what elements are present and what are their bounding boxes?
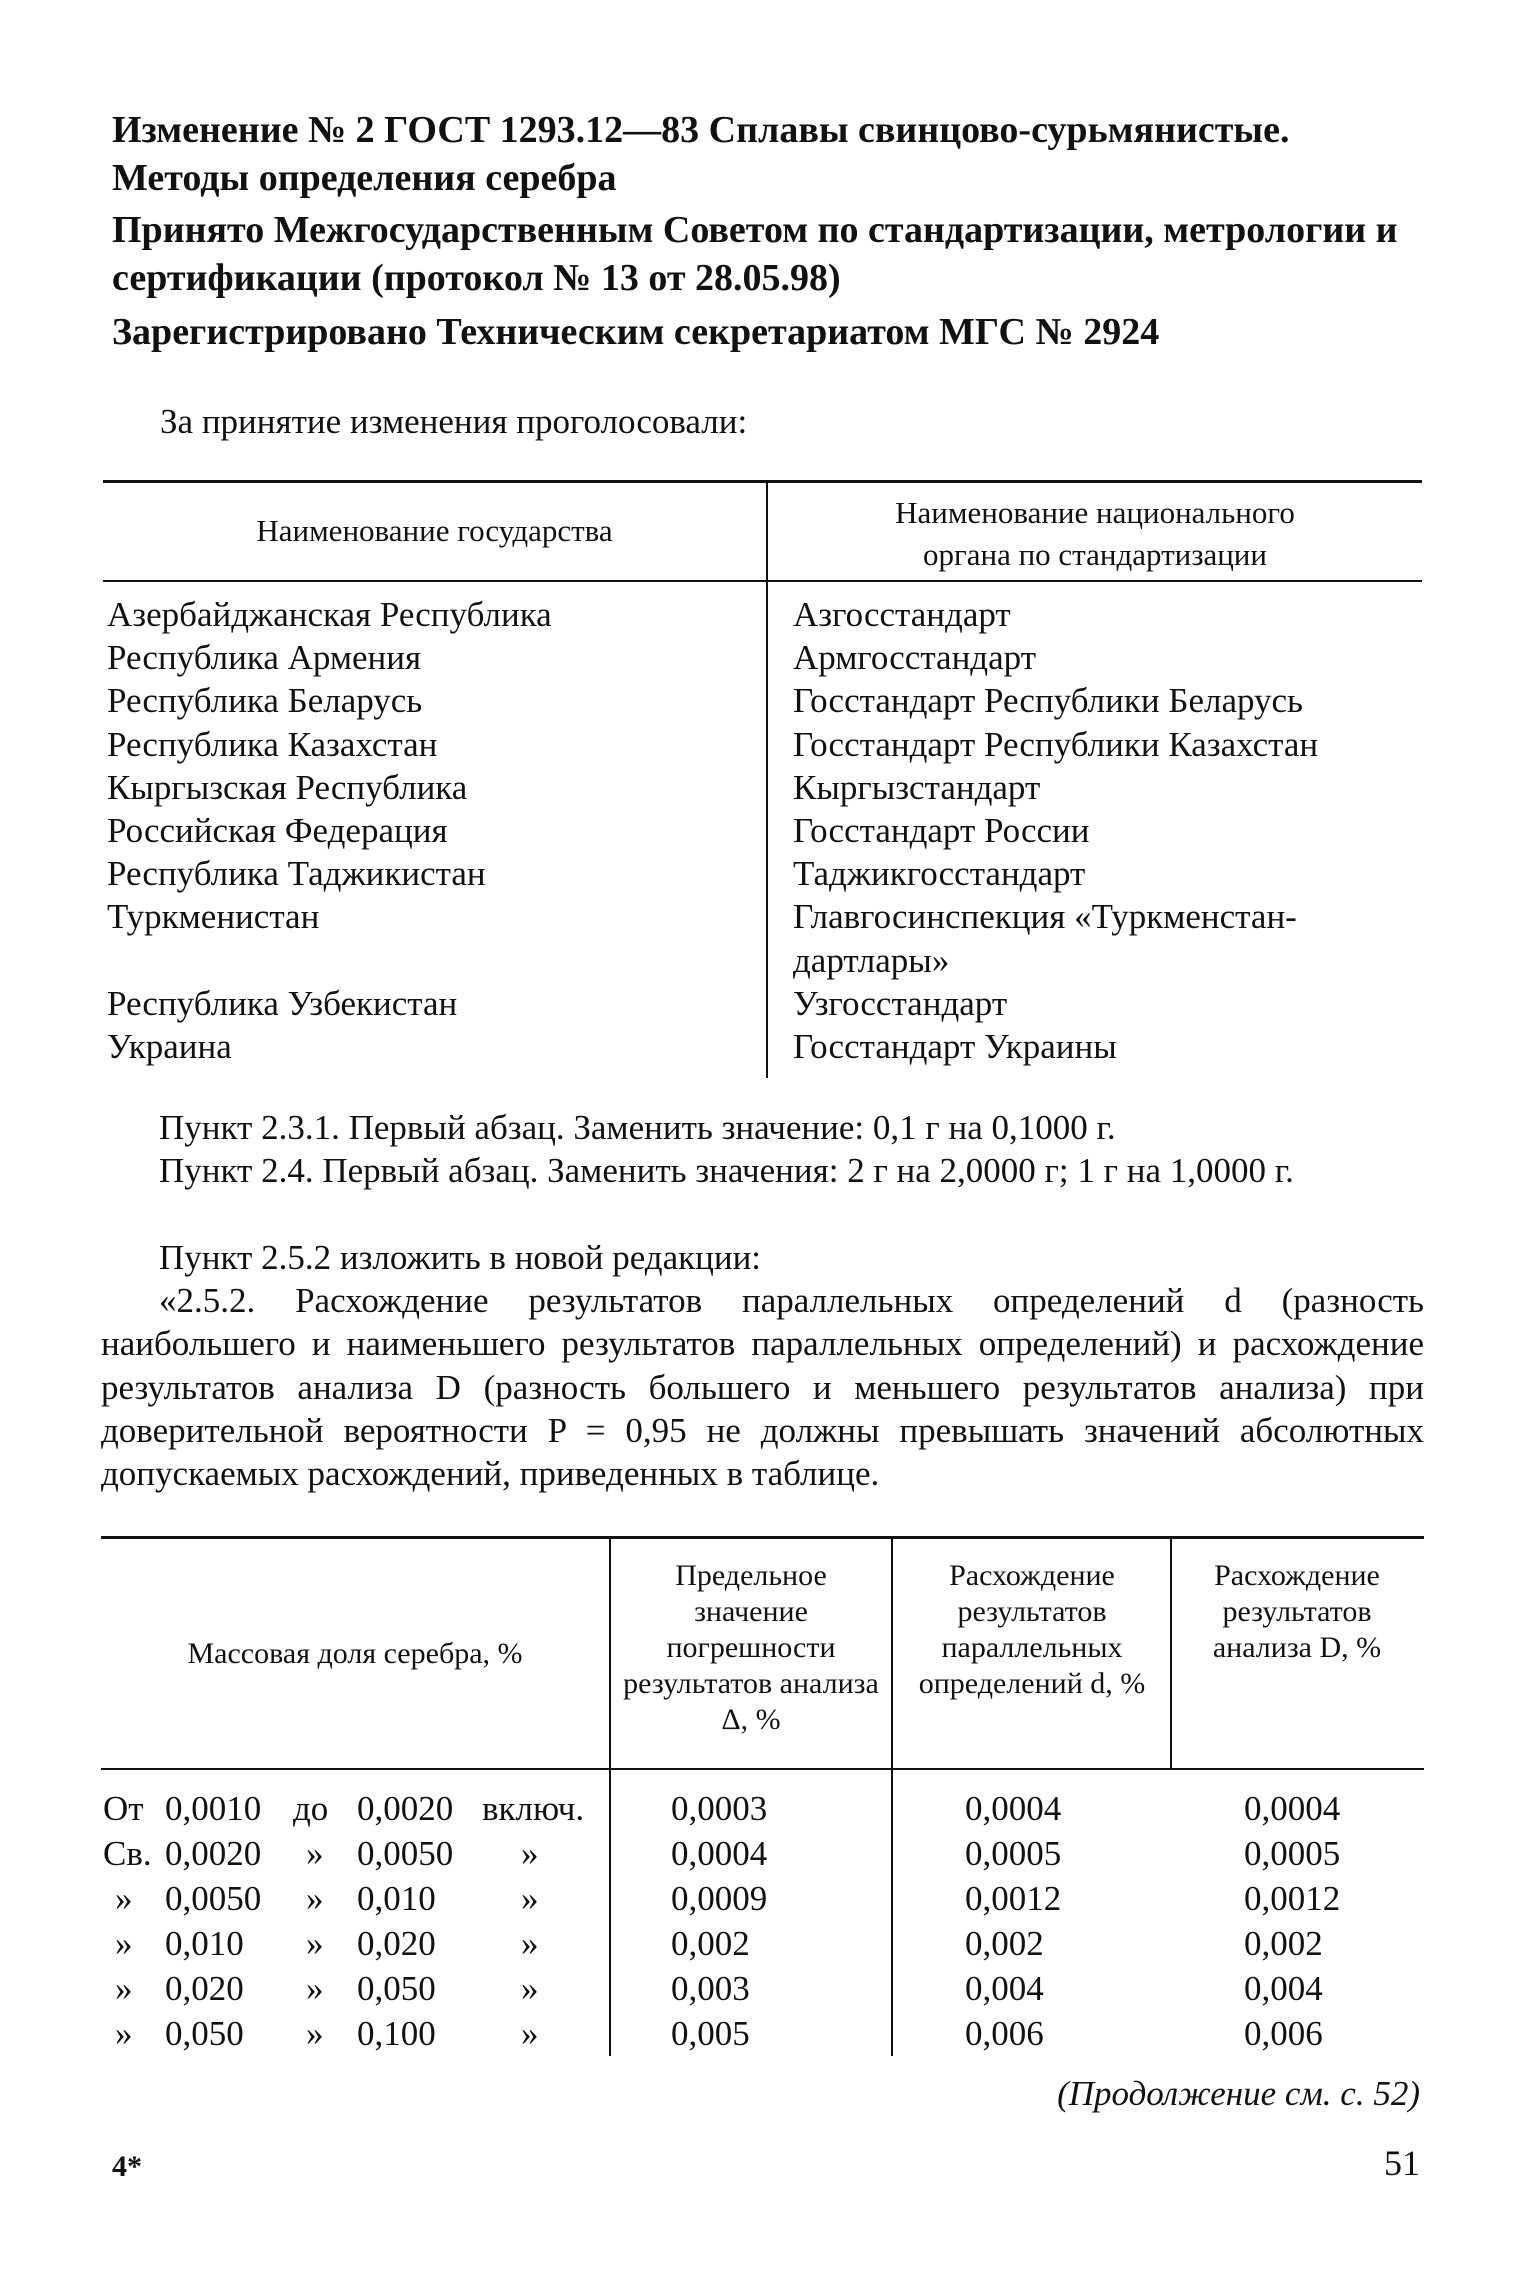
analysis-discrepancy-value: 0,0012 <box>1244 1879 1341 1918</box>
header-analysis-discrepancy: Расхождение результатов анализа D, % <box>1212 1559 1382 1664</box>
range-to: 0,020 <box>357 1924 436 1963</box>
error-limit-value: 0,0004 <box>671 1834 768 1873</box>
national-body-continuation: дартлары» <box>793 940 950 980</box>
signature-mark: 4* <box>112 2150 142 2183</box>
header-state-name: Наименование государства <box>256 513 613 548</box>
national-body: Азгосстандарт <box>793 595 1011 634</box>
national-bodies-column <box>793 593 1318 1068</box>
range-suffix: » <box>521 1969 539 2008</box>
range-to: 0,010 <box>357 1879 436 1918</box>
paragraph-2-3-1 <box>101 1106 1424 1149</box>
header-silver-fraction: Массовая доля серебра, % <box>187 1637 523 1670</box>
state-name: Туркменистан <box>107 897 320 937</box>
range-suffix: » <box>521 1834 539 1873</box>
state-name: Азербайджанская Республика <box>107 595 552 634</box>
range-separator: до <box>293 1789 329 1828</box>
error-limit-value: 0,0009 <box>671 1879 768 1918</box>
page-number: 51 <box>1384 2143 1420 2183</box>
paragraph-2-5-2-quote <box>101 1279 1424 1495</box>
national-body: Госстандарт Республики Беларусь <box>793 681 1304 721</box>
header-national-body-line2: органа по стандартизации <box>923 537 1267 572</box>
range-to: 0,0050 <box>357 1834 454 1873</box>
states-table <box>103 480 1422 1078</box>
range-prefix: Св. <box>103 1834 152 1873</box>
silver-tolerance-table <box>101 1536 1424 2056</box>
paragraph-text: Пункт 2.5.2 изложить в новой редакции: <box>159 1238 762 1277</box>
national-body: Кыргызстандарт <box>793 767 1041 807</box>
error-limit-value: 0,0003 <box>671 1789 768 1828</box>
column-divider <box>891 1536 893 2056</box>
national-body: Узгосстандарт <box>793 983 1008 1023</box>
parallel-discrepancy-value: 0,002 <box>965 1924 1044 1963</box>
parallel-discrepancy-value: 0,006 <box>965 2014 1044 2053</box>
parallel-discrepancy-value: 0,004 <box>965 1969 1044 2008</box>
state-name: Кыргызская Республика <box>107 767 468 807</box>
analysis-discrepancy-value: 0,0004 <box>1244 1789 1341 1828</box>
blank-line <box>107 939 552 982</box>
paragraph-2-4 <box>101 1149 1424 1192</box>
state-names-column <box>107 593 552 1068</box>
range-prefix: От <box>103 1789 144 1828</box>
continuation-note: (Продолжение см. с. 52) <box>1057 2074 1420 2113</box>
range-to: 0,050 <box>357 1969 436 2008</box>
range-from: 0,0050 <box>165 1879 262 1918</box>
national-body: Армгосстандарт <box>793 638 1036 678</box>
state-name: Республика Таджикистан <box>107 854 486 894</box>
range-to: 0,100 <box>357 2014 436 2053</box>
state-name: Республика Армения <box>107 638 422 678</box>
analysis-discrepancy-value: 0,004 <box>1244 1969 1323 2008</box>
analysis-discrepancy-value: 0,0005 <box>1244 1834 1341 1873</box>
range-separator: » <box>306 1969 324 2008</box>
table-top-rule <box>103 480 1422 483</box>
national-body: Главгосинспекция «Туркменстан- <box>793 897 1297 937</box>
state-name: Республика Казахстан <box>107 724 438 764</box>
paragraph-2-5-2-intro <box>101 1236 1424 1279</box>
range-from: 0,050 <box>165 2014 244 2053</box>
voted-intro: За принятие изменения проголосовали: <box>160 402 748 441</box>
analysis-discrepancy-value: 0,006 <box>1244 2014 1323 2053</box>
error-limit-value: 0,002 <box>671 1924 750 1963</box>
column-divider <box>609 1536 611 2056</box>
range-prefix: » <box>115 1879 133 1918</box>
state-name: Украина <box>107 1027 232 1067</box>
amendment-title: Изменение № 2 ГОСТ 1293.12—83 Сплавы свинцово-сурьмянистые. Методы определения серебра <box>112 109 1290 199</box>
range-to: 0,0020 <box>357 1789 454 1828</box>
national-body: Таджикгосстандарт <box>793 854 1086 894</box>
registered-line: Зарегистрировано Техническим секретариатом МГС № 2924 <box>112 311 1160 353</box>
range-prefix: » <box>115 1969 133 2008</box>
range-suffix: включ. <box>482 1789 585 1828</box>
national-body: Госстандарт Республики Казахстан <box>793 724 1319 764</box>
state-name: Республика Беларусь <box>107 681 423 721</box>
national-body: Госстандарт Украины <box>793 1027 1117 1067</box>
paragraph-text: «2.5.2. Расхождение результатов параллельных определений d (разность наибольшего и наименьшего результатов параллельных определений) и расхождение результатов анализа D (разность большего и меньшего результатов анализа) при доверительной вероятности P = 0,95 не должны превышать значений абсолютных допускаемых расхождений, приведенных в таблице. <box>101 1281 1424 1494</box>
range-prefix: » <box>115 2014 133 2053</box>
range-from: 0,0020 <box>165 1834 262 1873</box>
error-limit-value: 0,005 <box>671 2014 750 2053</box>
state-name: Российская Федерация <box>107 811 448 851</box>
adopted-by-line: Принято Межгосударственным Советом по стандартизации, метрологии и сертификации (протокол № 13 от 28.05.98) <box>112 209 1398 299</box>
paragraph-text: Пункт 2.3.1. Первый абзац. Заменить значение: 0,1 г на 0,1000 г. <box>159 1108 1116 1147</box>
range-separator: » <box>306 1834 324 1873</box>
range-from: 0,010 <box>165 1924 244 1963</box>
header-national-body <box>768 492 1422 576</box>
table-header-rule <box>101 1768 1424 1770</box>
error-limit-value: 0,003 <box>671 1969 750 2008</box>
table-top-rule <box>101 1536 1424 1539</box>
range-suffix: » <box>521 1879 539 1918</box>
national-body: Госстандарт России <box>793 811 1090 851</box>
analysis-discrepancy-value: 0,002 <box>1244 1924 1323 1963</box>
range-prefix: » <box>115 1924 133 1963</box>
header-error-limit: Предельное значение погрешности результатов анализа Δ, % <box>623 1559 879 1736</box>
range-suffix: » <box>521 2014 539 2053</box>
parallel-discrepancy-value: 0,0012 <box>965 1879 1062 1918</box>
state-name: Республика Узбекистан <box>107 983 458 1023</box>
range-separator: » <box>306 1924 324 1963</box>
paragraph-text: Пункт 2.4. Первый абзац. Заменить значения: 2 г на 2,0000 г; 1 г на 1,0000 г. <box>159 1151 1294 1190</box>
header-parallel-discrepancy: Расхождение результатов параллельных определений d, % <box>918 1559 1146 1700</box>
header-national-body-line1: Наименование национального <box>895 495 1295 530</box>
range-from: 0,020 <box>165 1969 244 2008</box>
range-separator: » <box>306 1879 324 1918</box>
parallel-discrepancy-value: 0,0004 <box>965 1789 1062 1828</box>
range-separator: » <box>306 2014 324 2053</box>
table-header-rule <box>103 580 1422 582</box>
column-divider <box>1170 1536 1172 1768</box>
range-suffix: » <box>521 1924 539 1963</box>
range-from: 0,0010 <box>165 1789 262 1828</box>
parallel-discrepancy-value: 0,0005 <box>965 1834 1062 1873</box>
